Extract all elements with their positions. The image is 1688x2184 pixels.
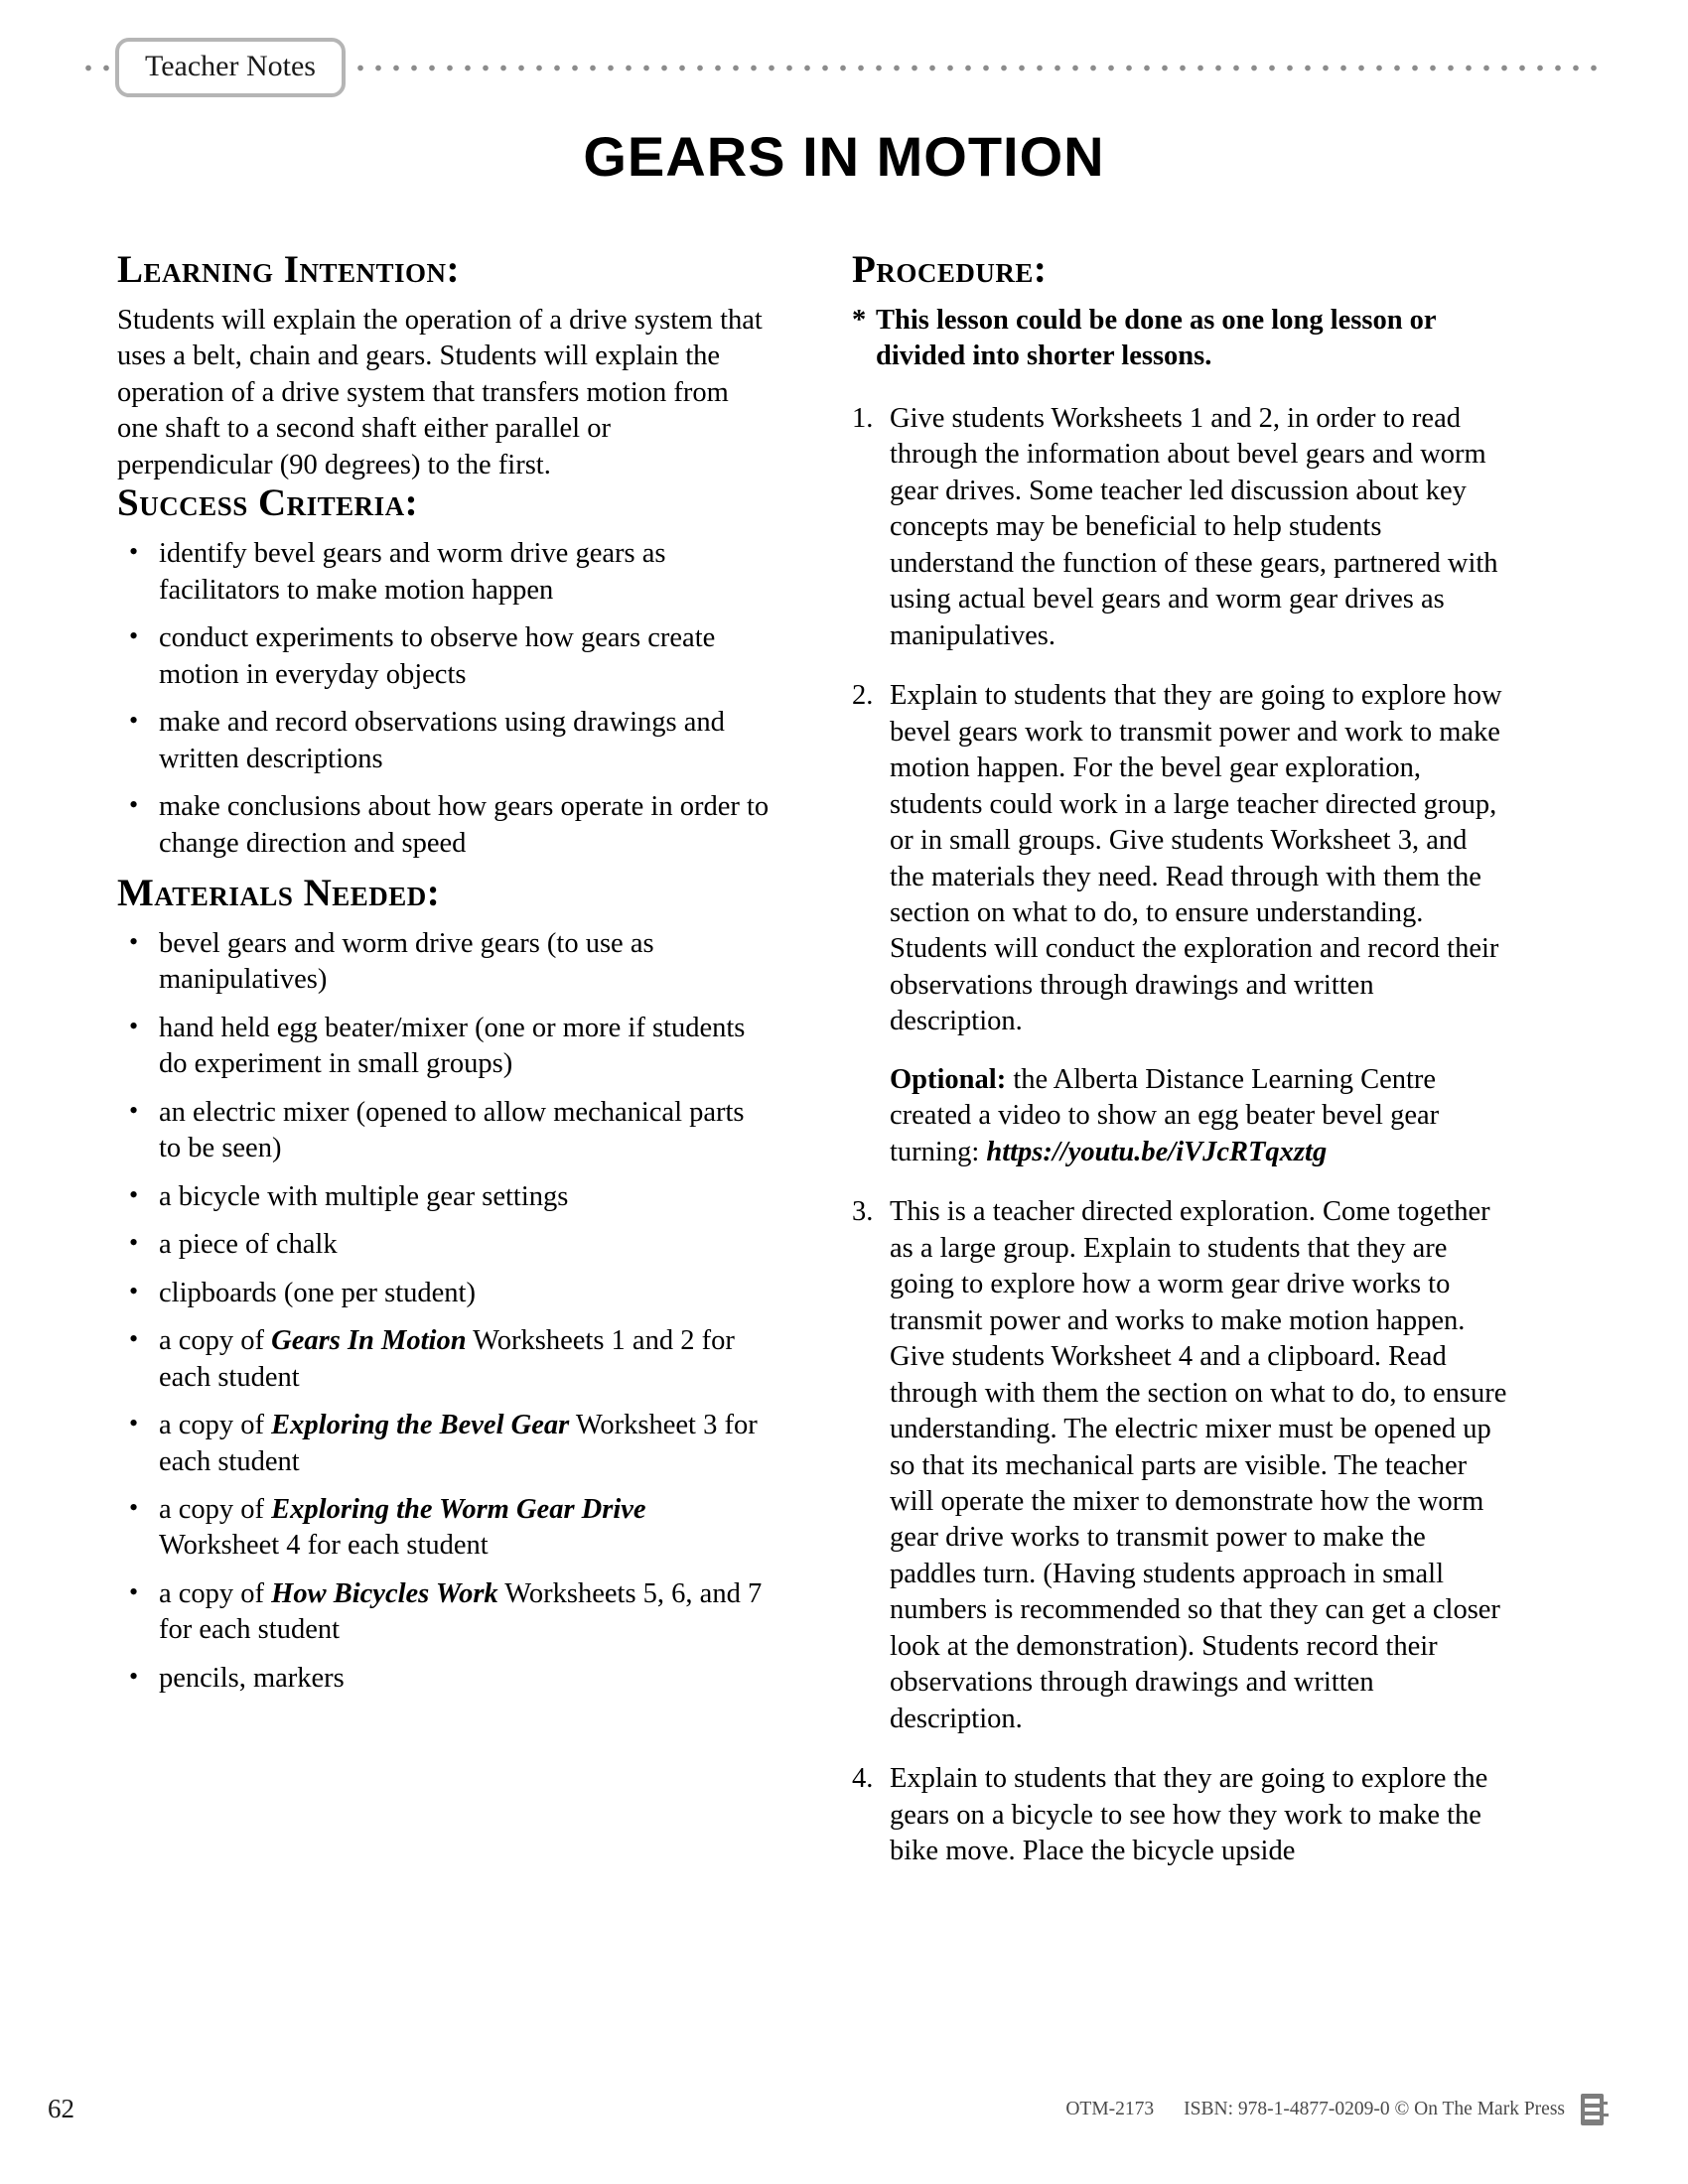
- list-item: [117, 1179, 773, 1215]
- procedure-step: [852, 401, 1507, 654]
- item-text-pre: a copy of: [159, 1577, 272, 1609]
- step-number: 2.: [852, 680, 874, 712]
- isbn-copyright: ISBN: 978-1-4877-0209-0 © On The Mark Press: [1184, 2099, 1565, 2119]
- item-text-pre: pencils, markers: [159, 1662, 345, 1694]
- list-item: [117, 1408, 773, 1480]
- procedure-note-text: This lesson could be done as one long lesson or divided into shorter lessons.: [876, 304, 1437, 372]
- content-columns: [0, 250, 1688, 1894]
- product-code: OTM-2173: [1065, 2099, 1155, 2119]
- page-header: [0, 38, 1688, 97]
- procedure-heading: Procedure:: [852, 248, 1048, 291]
- list-item: [117, 1276, 773, 1311]
- item-title-emphasis: Exploring the Bevel Gear: [271, 1410, 570, 1441]
- item-text-post: Worksheet 4 for each student: [159, 1530, 489, 1562]
- list-item: • make conclusions about how gears operate in order to change direction and speed: [117, 789, 773, 862]
- list-item: [117, 1227, 773, 1263]
- materials-needed-heading: Materials Needed:: [117, 871, 441, 914]
- list-item: • conduct experiments to observe how gears create motion in everyday objects: [117, 620, 773, 693]
- list-item: [117, 1323, 773, 1396]
- item-text-post: Worksheets 1 and 2 for each student: [159, 1325, 735, 1393]
- item-title-emphasis: Gears In Motion: [271, 1325, 467, 1357]
- item-text-pre: bevel gears and worm drive gears (to use as manipulatives): [159, 927, 654, 996]
- dotted-rule-left: [77, 64, 117, 72]
- item-text-post: Worksheets 5, 6, and 7 for each student: [159, 1577, 763, 1646]
- page-number: 62: [48, 2094, 74, 2123]
- procedure-note: [852, 303, 1507, 375]
- item-text-pre: clipboards (one per student): [159, 1277, 476, 1308]
- right-column: [852, 250, 1507, 1894]
- procedure-step: [852, 1761, 1507, 1869]
- success-criteria-list: [117, 536, 773, 862]
- step-text: Explain to students that they are going to explore how bevel gears work to transmit power and work to make motion happen. For the bevel gear exploration, students could work in a large teacher directed group, or in small groups. Give students Worksheet 3, and the materials they need. Read through with them the section on what to do, to ensure understanding. Students will conduct the exploration and record their observations through drawings and written description.: [890, 680, 1502, 1037]
- learning-intention-text: Students will explain the operation of a drive system that uses a belt, chain and gears. Students will explain the operation of a drive system that transfers motion from one shaft to a second shaft either parallel or perpendicular (90 degrees) to the first.: [117, 304, 763, 480]
- item-text-pre: a bicycle with multiple gear settings: [159, 1180, 569, 1212]
- list-item: [117, 1095, 773, 1167]
- item-text-pre: a piece of chalk: [159, 1229, 338, 1261]
- item-text-pre: a copy of: [159, 1410, 272, 1441]
- step-text: Explain to students that they are going to explore the gears on a bicycle to see how they work to make the bike move. Place the bicycle upside: [890, 1763, 1488, 1867]
- optional-note: [890, 1062, 1507, 1170]
- step-text: This is a teacher directed exploration. Come together as a large group. Explain to students that they are going to explore how a worm gear drive works to transmit power and works to make motion happen. Give students Worksheet 4 and a clipboard. Read through with them the section on what to do, to ensure understanding. The electric mixer must be opened up so that its mechanical parts are visible. The teacher will operate the mixer to demonstrate how the worm gear drive works to transmit power to make the paddles turn. (Having students approach in small numbers is recommended so that they can get a closer look at the demonstration). Students record their observations through drawings and written description.: [890, 1196, 1507, 1734]
- asterisk-marker: *: [852, 304, 867, 336]
- list-item: [117, 1011, 773, 1083]
- optional-text: the Alberta Distance Learning Centre created a video to show an egg beater bevel gear turning:: [890, 1063, 1440, 1167]
- step-number: 4.: [852, 1763, 874, 1795]
- page-title: GEARS IN MOTION: [583, 125, 1105, 188]
- procedure-step: [852, 678, 1507, 1170]
- step-text: Give students Worksheets 1 and 2, in order to read through the information about bevel gears and worm gear drives. Some teacher led discussion about key concepts may be beneficial to help students understand the function of these gears, partnered with using actual bevel gears and worm gear drives as manipulatives.: [890, 402, 1498, 651]
- press-book-icon: [1579, 2093, 1609, 2126]
- step-number: 3.: [852, 1196, 874, 1228]
- procedure-step: [852, 1194, 1507, 1737]
- item-text-pre: an electric mixer (opened to allow mechanical parts to be seen): [159, 1096, 745, 1164]
- item-text-pre: a copy of: [159, 1494, 272, 1525]
- video-link[interactable]: https://youtu.be/iVJcRTqxztg: [986, 1136, 1328, 1167]
- teacher-notes-tab: Teacher Notes: [115, 38, 346, 97]
- list-item: • make and record observations using drawings and written descriptions: [117, 705, 773, 777]
- success-criteria-heading: Success Criteria:: [117, 481, 419, 525]
- optional-label: Optional:: [890, 1063, 1007, 1095]
- list-item: [117, 1576, 773, 1649]
- learning-intention-heading: Learning Intention:: [117, 248, 460, 291]
- list-item: [117, 926, 773, 999]
- list-item: • identify bevel gears and worm drive gears as facilitators to make motion happen: [117, 536, 773, 609]
- left-column: [117, 250, 773, 1708]
- materials-needed-list: [117, 926, 773, 1697]
- list-item: [117, 1661, 773, 1697]
- item-text-pre: a copy of: [159, 1325, 272, 1357]
- list-item: [117, 1492, 773, 1565]
- item-text-post: Worksheet 3 for each student: [159, 1410, 758, 1477]
- item-title-emphasis: How Bicycles Work: [271, 1577, 498, 1609]
- footer-imprint: [1065, 2093, 1609, 2126]
- item-title-emphasis: Exploring the Worm Gear Drive: [271, 1494, 646, 1525]
- dotted-rule-right: [350, 64, 1603, 72]
- item-text-pre: hand held egg beater/mixer (one or more if students do experiment in small groups): [159, 1012, 746, 1080]
- procedure-steps: [852, 401, 1507, 1870]
- step-number: 1.: [852, 402, 874, 434]
